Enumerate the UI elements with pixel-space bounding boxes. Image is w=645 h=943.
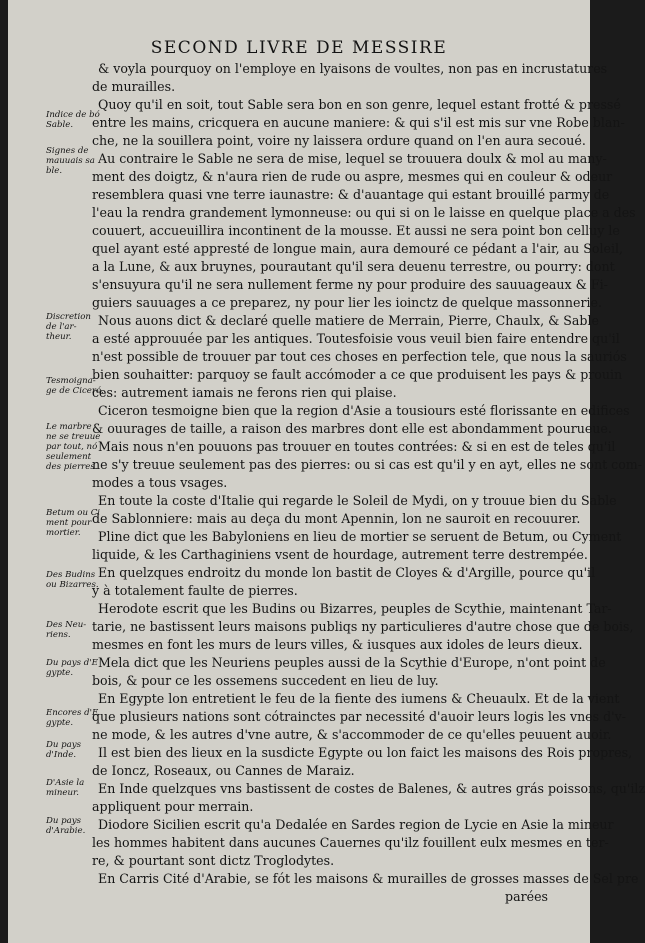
margin-note-line: riens. (46, 630, 71, 640)
text-line: Mais nous n'en pouuons pas trouuer en toutes contrées: & si en est de teles qu'il (98, 439, 616, 454)
text-line: En quelzques endroitz du monde lon bastit de Cloyes & d'Argille, pource qu'il (98, 565, 596, 580)
text-line: mesmes en font les murs de leurs villes, & iusques aux idoles de leurs dieux. (92, 637, 583, 652)
margin-note-line: Signes de (46, 146, 89, 156)
text-line: quel ayant esté appresté de longue main, aura demouré ce pédant a l'air, au Soleil, (92, 241, 624, 256)
margin-note-line: theur. (46, 332, 72, 342)
text-line: n'est possible de trouuer par tout ces choses en perfection tele, que nous la sauriós (92, 349, 627, 364)
margin-note-line: mineur. (46, 788, 79, 798)
text-line: resemblera quasi vne terre iaunastre: & d'auantage qui estant brouillé parmy de (92, 187, 610, 202)
margin-note-line: seulement (46, 452, 92, 462)
margin-note-line: d'Arabie. (46, 826, 86, 836)
text-line: que plusieurs nations sont cótrainctes par necessité d'auoir leurs logis les vnes d'v- (92, 709, 626, 724)
margin-note-line: Encores d'E (46, 708, 99, 718)
margin-note-line: des pierres. (46, 462, 98, 472)
text-line: bois, & pour ce les ossemens succedent en lieu de luy. (92, 673, 439, 688)
text-line: appliquent pour merrain. (92, 799, 254, 814)
margin-note (46, 376, 102, 396)
text-line: modes a tous vsages. (92, 475, 228, 490)
margin-note-line: Du pays d'E (46, 658, 98, 668)
margin-note-line: ge de Ciceró. (46, 386, 104, 396)
margin-note-line: Indice de bó (46, 110, 100, 120)
margin-note (46, 658, 102, 678)
margin-note-line: de l'ar- (46, 322, 77, 332)
text-line: les hommes habitent dans aucunes Cauernes qu'ilz fouillent eulx mesmes en ter- (92, 835, 609, 850)
text-line: s'ensuyura qu'il ne sera nullement ferme ny pour produire des sauuageaux & Fi- (92, 277, 608, 292)
margin-note (46, 620, 102, 640)
text-line: Mela dict que les Neuriens peuples aussi de la Scythie d'Europe, n'ont point de (98, 655, 606, 670)
margin-note (46, 778, 102, 798)
text-line: & voyla pourquoy on l'employe en lyaisons de voultes, non pas en incrustatures (98, 61, 608, 76)
text-line: En Egypte lon entretient le feu de la fiente des iumens & Cheuaulx. Et de la vient (98, 691, 620, 706)
text-line: liquide, & les Carthaginiens vsent de hourdage, autrement terre destrempée. (92, 547, 588, 562)
text-line: ment des doigtz, & n'aura rien de rude ou aspre, mesmes qui en couleur & odeur (92, 169, 613, 184)
margin-note-line: Discretion (46, 312, 91, 322)
margin-note (46, 816, 102, 836)
margin-note (46, 508, 102, 538)
margin-note (46, 312, 102, 342)
text-line: couuert, accueuillira incontinent de la mousse. Et aussi ne sera point bon celluy le (92, 223, 620, 238)
margin-note-line: Sable. (46, 120, 74, 130)
text-line: & ouurages de taille, a raison des marbres dont elle est abondamment pourueue. (92, 421, 612, 436)
margin-note-line: Le marbre (46, 422, 92, 432)
text-line: de Sablonniere: mais au deça du mont Apennin, lon ne sauroit en recouurer. (92, 511, 581, 526)
text-line: parées (505, 889, 548, 904)
text-line: de murailles. (92, 79, 176, 94)
margin-note-line: D'Asie la (46, 778, 85, 788)
margin-note-line: Des Neu- (46, 620, 87, 630)
margin-note-line: Des Budins (46, 570, 96, 580)
text-line: entre les mains, cricquera en aucune maniere: & qui s'il est mis sur vne Robe blan- (92, 115, 625, 130)
margin-note-line: gypte. (46, 668, 74, 678)
text-line: En Carris Cité d'Arabie, se fót les maisons & murailles de grosses masses de Sel pre (98, 871, 639, 886)
margin-note-line: gypte. (46, 718, 74, 728)
text-line: Au contraire le Sable ne sera de mise, lequel se trouuera doulx & mol au many- (98, 151, 607, 166)
margin-note-line: Du pays (46, 740, 82, 750)
text-line: Il est bien des lieux en la susdicte Egypte ou lon faict les maisons des Rois propres, (98, 745, 633, 760)
text-line: ne mode, & les autres d'vne autre, & s'accommoder de ce qu'elles peuuent auoir. (92, 727, 612, 742)
margin-note-line: d'Inde. (46, 750, 77, 760)
book-page (8, 0, 645, 943)
text-line: Diodore Sicilien escrit qu'a Dedalée en Sardes region de Lycie en Asie la mineur (98, 817, 614, 832)
margin-note (46, 708, 102, 728)
margin-note (46, 110, 102, 130)
text-line: re, & pourtant sont dictz Troglodytes. (92, 853, 335, 868)
margin-note (46, 570, 102, 590)
margin-note-line: par tout, nó (46, 442, 98, 452)
text-line: En toute la coste d'Italie qui regarde le Soleil de Mydi, on y trouue bien du Sable (98, 493, 617, 508)
margin-note-line: ne se treuue (46, 432, 101, 442)
text-line: Pline dict que les Babyloniens en lieu de mortier se seruent de Betum, ou Cyment (98, 529, 622, 544)
text-line: tarie, ne bastissent leurs maisons publiqs ny particulieres d'autre chose que de bois, (92, 619, 634, 634)
margin-note-line: mauuais sa (46, 156, 95, 166)
margin-note-line: Tesmoigna- (46, 376, 96, 386)
text-line: ces: autrement iamais ne ferons rien qui plaise. (92, 385, 397, 400)
text-line: Ciceron tesmoigne bien que la region d'Asie a tousiours esté florissante en edifices (98, 403, 630, 418)
text-line: y à totalement faulte de pierres. (92, 583, 298, 598)
text-line: a esté approuuée par les antiques. Toutesfoisie vous veuil bien faire entendre qu'il (92, 331, 620, 346)
margin-note-line: mortier. (46, 528, 81, 538)
text-line: bien souhaitter: parquoy se fault accómoder a ce que produisent les pays & prouin (92, 367, 623, 382)
text-line: de Ioncz, Roseaux, ou Cannes de Maraiz. (92, 763, 355, 778)
text-line: Herodote escrit que les Budins ou Bizarres, peuples de Scythie, maintenant Tar- (98, 601, 612, 616)
text-line: a la Lune, & aux bruynes, pourautant qu'il sera deuenu terrestre, ou pourry: dont (92, 259, 615, 274)
text-line: Nous auons dict & declaré quelle matiere de Merrain, Pierre, Chaulx, & Sable (98, 313, 599, 328)
margin-note (46, 740, 102, 760)
text-line: l'eau la rendra grandement lymonneuse: ou qui si on le laisse en quelque place a des (92, 205, 636, 220)
margin-note-line: Betum ou Ci (46, 508, 101, 518)
text-line: che, ne la souillera point, voire ny laissera ordure quand on l'en aura secoué. (92, 133, 586, 148)
margin-note-line: ble. (46, 166, 63, 176)
text-line: En Inde quelzques vns bastissent de costes de Balenes, & autres grás poissons, qu'ilz (98, 781, 645, 796)
margin-note (46, 422, 102, 472)
running-head: SECOND LIVRE DE MESSIRE (150, 38, 448, 58)
text-line: Quoy qu'il en soit, tout Sable sera bon en son genre, lequel estant frotté & pressé (98, 97, 621, 112)
margin-note-line: ou Bizarres. (46, 580, 99, 590)
text-line: ne s'y treuue seulement pas des pierres: ou si cas est qu'il y en ayt, elles ne sont com- (92, 457, 642, 472)
text-line: guiers sauuages a ce preparez, ny pour lier les ioinctz de quelque massonnerie. (92, 295, 602, 310)
margin-note-line: Du pays (46, 816, 82, 826)
margin-note-line: ment pour (46, 518, 92, 528)
margin-note (46, 146, 102, 176)
